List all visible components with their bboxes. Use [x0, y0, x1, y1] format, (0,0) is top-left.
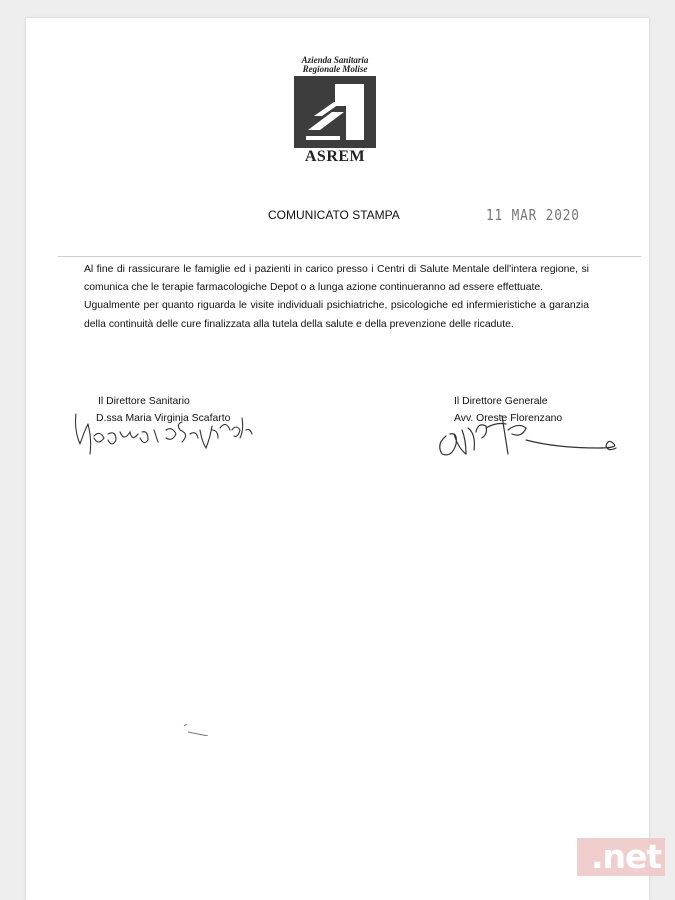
site-watermark [577, 838, 665, 876]
signer-name-right: Avv. Oreste Florenzano [454, 413, 563, 424]
signer-role-right: Il Direttore Generale [454, 396, 548, 407]
header-divider [58, 256, 641, 257]
logo-name: ASREM [304, 148, 366, 165]
signer-name-left: D.ssa Maria Virginia Scafarto [96, 413, 231, 424]
pen-mark [182, 722, 212, 736]
date-stamp: 11 MAR 2020 [486, 206, 580, 224]
logo-top-line-2: Regionale Molise [302, 64, 368, 74]
asrem-emblem-icon [294, 76, 376, 148]
watermark-text: .net [591, 837, 662, 876]
document-page [26, 18, 649, 900]
asrem-logo [292, 56, 378, 165]
handwritten-signature-left [70, 410, 260, 460]
body-paragraph-2: Ugualmente per quanto riguarda le visite individuali psichiatriche, psicologiche ed infermieristiche a garanzia della continuità delle cure finalizzata alla tutela della salute e della prevenzione delle ricadute. [84, 300, 589, 330]
logo-top-line-1: Azienda Sanitaria [301, 55, 369, 65]
handwritten-signature-right [432, 410, 622, 460]
signer-role-left: Il Direttore Sanitario [98, 396, 190, 407]
logo-emblem [294, 76, 376, 148]
document-title: COMUNICATO STAMPA [268, 208, 400, 222]
body-paragraph-1: Al fine di rassicurare le famiglie ed i pazienti in carico presso i Centri di Salute Mentale dell'intera regione, si comunica che le terapie farmacologiche Depot o a lunga azione continueranno ad essere effettuate. [84, 264, 589, 294]
document-body [84, 261, 589, 334]
